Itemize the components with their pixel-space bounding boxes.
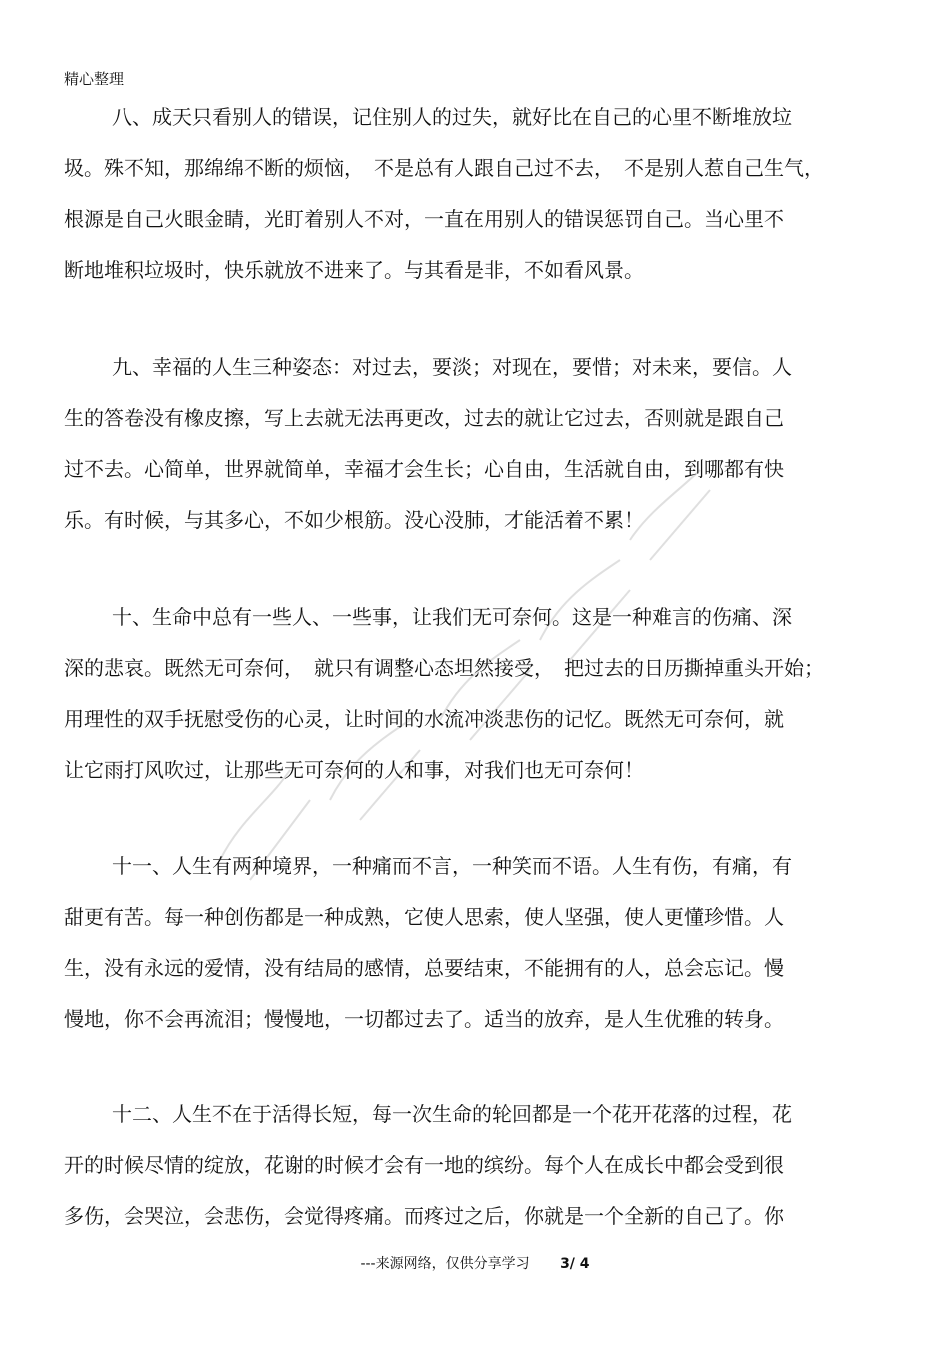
paragraph-line: 十一、人生有两种境界，一种痛而不言，一种笑而不语。人生有伤，有痛，有 [112, 854, 792, 878]
paragraph-line: 深的悲哀。既然无可奈何， 就只有调整心态坦然接受， 把过去的日历撕掉重头开始； [64, 656, 824, 680]
paragraph-line: 甜更有苦。每一种创伤都是一种成熟，它使人思索，使人坚强，使人更懂珍惜。人 [64, 905, 784, 929]
footer-source: ---来源网络，仅供分享学习 [360, 1256, 530, 1272]
paragraph-12 [64, 1089, 829, 1242]
paragraph-line: 慢地，你不会再流泪；慢慢地，一切都过去了。适当的放弃，是人生优雅的转身。 [64, 1007, 784, 1031]
paragraph-line: 八、成天只看别人的错误，记住别人的过失，就好比在自己的心里不断堆放垃 [112, 105, 792, 129]
paragraph-line: 圾。殊不知，那绵绵不断的烦恼， 不是总有人跟自己过不去， 不是别人惹自己生气， [64, 156, 824, 180]
paragraph-line: 十二、人生不在于活得长短，每一次生命的轮回都是一个花开花落的过程，花 [112, 1102, 792, 1126]
paragraph-line: 生的答卷没有橡皮擦，写上去就无法再更改，过去的就让它过去，否则就是跟自己 [64, 406, 784, 430]
paragraph-line: 开的时候尽情的绽放，花谢的时候才会有一地的缤纷。每个人在成长中都会受到很 [64, 1153, 784, 1177]
paragraph-line: 让它雨打风吹过，让那些无可奈何的人和事，对我们也无可奈何！ [64, 758, 644, 782]
paragraph-8 [64, 92, 829, 296]
page-footer [0, 1253, 950, 1273]
paragraph-line: 根源是自己火眼金睛，光盯着别人不对，一直在用别人的错误惩罚自己。当心里不 [64, 207, 784, 231]
paragraph-line: 多伤，会哭泣，会悲伤，会觉得疼痛。而疼过之后，你就是一个全新的自己了。你 [64, 1204, 784, 1228]
paragraph-line: 用理性的双手抚慰受伤的心灵，让时间的水流冲淡悲伤的记忆。既然无可奈何，就 [64, 707, 784, 731]
paragraph-line: 乐。有时候，与其多心，不如少根筋。没心没肺，才能活着不累！ [64, 508, 644, 532]
paragraph-line: 断地堆积垃圾时，快乐就放不进来了。与其看是非，不如看风景。 [64, 258, 644, 282]
paragraph-line: 九、幸福的人生三种姿态：对过去，要淡；对现在，要惜；对未来，要信。人 [112, 355, 792, 379]
page-number: 3/ 4 [560, 1256, 590, 1272]
paragraph-11 [64, 841, 829, 1045]
paragraph-9 [64, 342, 829, 546]
page-header: 精心整理 [64, 70, 125, 88]
paragraph-line: 过不去。心简单，世界就简单，幸福才会生长；心自由，生活就自由，到哪都有快 [64, 457, 784, 481]
paragraph-line: 十、生命中总有一些人、一些事，让我们无可奈何。这是一种难言的伤痛、深 [112, 605, 792, 629]
paragraph-line: 生，没有永远的爱情，没有结局的感情，总要结束，不能拥有的人，总会忘记。慢 [64, 956, 784, 980]
paragraph-10 [64, 592, 829, 796]
